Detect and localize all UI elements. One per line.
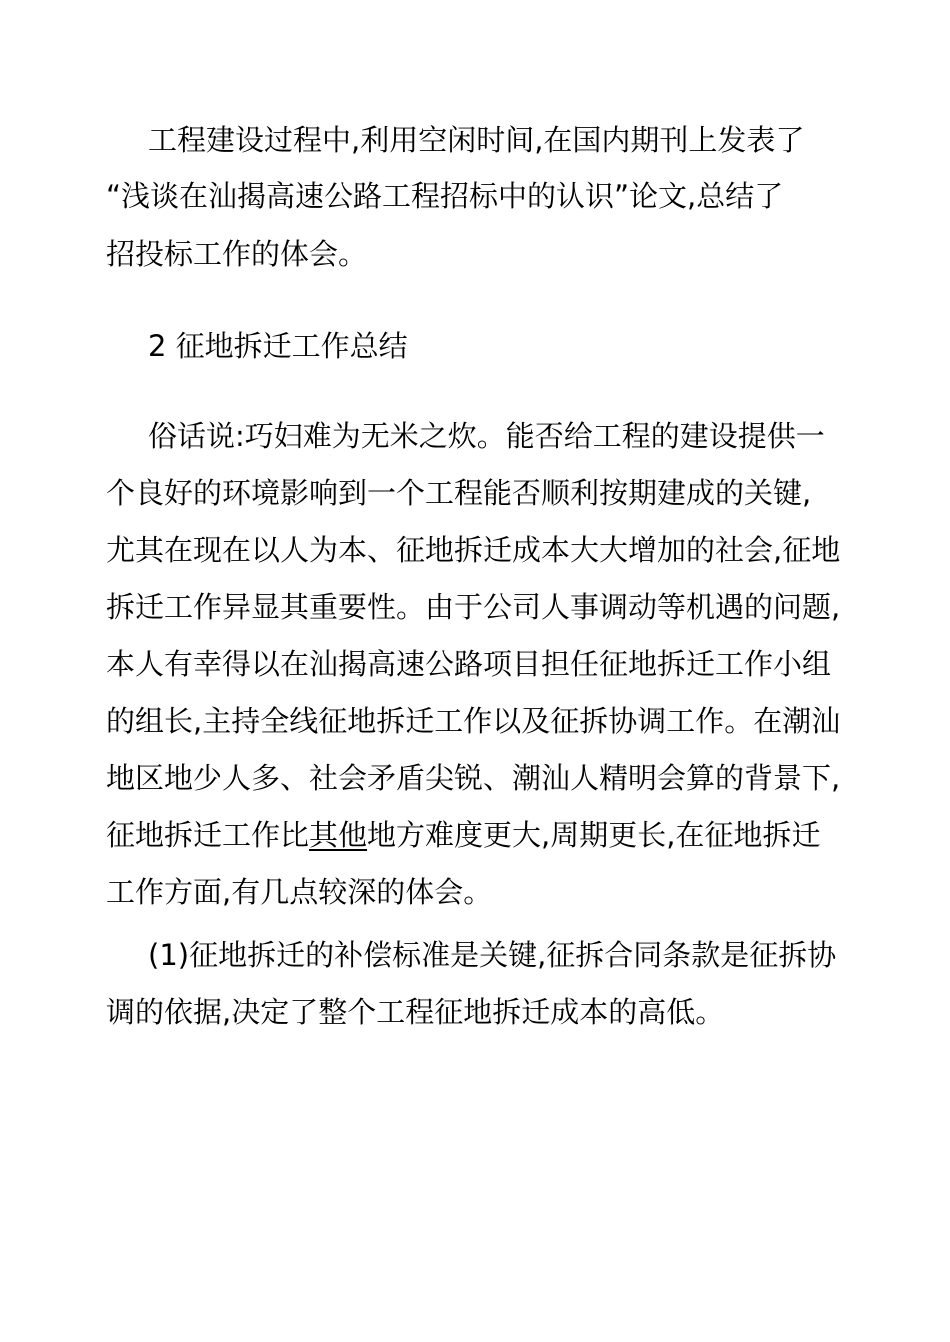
paragraph-1-line-2: “浅谈在汕揭高速公路工程招标中的认识”论文,总结了 bbox=[106, 179, 784, 213]
paragraph-3-line-1: (1)征地拆迁的补偿标准是关键,征拆合同条款是征拆协 bbox=[148, 938, 837, 972]
underlined-word: 其他 bbox=[309, 818, 368, 852]
line-8-text-after: 地方难度更大,周期更长,在征地拆迁 bbox=[367, 818, 821, 852]
line-8-text-before: 征地拆迁工作比 bbox=[106, 818, 310, 852]
paragraph-2-line-9: 工作方面,有几点较深的体会。 bbox=[106, 875, 493, 909]
paragraph-2-line-1: 俗话说:巧妇难为无米之炊。能否给工程的建设提供一 bbox=[148, 419, 825, 453]
paragraph-2-line-5: 本人有幸得以在汕揭高速公路项目担任征地拆迁工作小组 bbox=[106, 647, 832, 681]
paragraph-2-line-7: 地区地少人多、社会矛盾尖锐、潮汕人精明会算的背景下, bbox=[106, 761, 841, 795]
paragraph-2-line-2: 个良好的环境影响到一个工程能否顺利按期建成的关键, bbox=[106, 476, 812, 510]
paragraph-3-line-2: 调的依据,决定了整个工程征地拆迁成本的高低。 bbox=[106, 995, 725, 1029]
paragraph-2-line-4: 拆迁工作异显其重要性。由于公司人事调动等机遇的问题, bbox=[106, 590, 841, 624]
paragraph-2-line-8 bbox=[106, 815, 820, 855]
paragraph-2-line-3: 尤其在现在以人为本、征地拆迁成本大大增加的社会,征地 bbox=[106, 533, 841, 567]
section-heading: 2 征地拆迁工作总结 bbox=[148, 329, 408, 363]
paragraph-2-line-6: 的组长,主持全线征地拆迁工作以及征拆协调工作。在潮汕 bbox=[106, 704, 841, 738]
paragraph-1-line-3: 招投标工作的体会。 bbox=[106, 237, 368, 271]
paragraph-1-line-1: 工程建设过程中,利用空闲时间,在国内期刊上发表了 bbox=[148, 123, 805, 157]
